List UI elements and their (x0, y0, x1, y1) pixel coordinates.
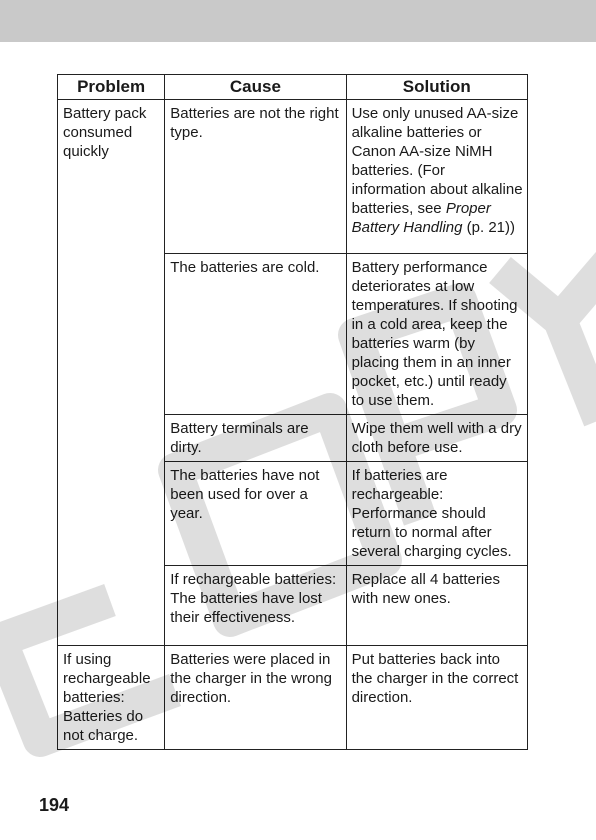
problem-cell: Battery pack consumed quickly (58, 100, 165, 646)
header-solution: Solution (346, 75, 527, 100)
solution-cell (346, 100, 527, 254)
troubleshooting-table (57, 74, 528, 750)
solution-page-ref: (p. 21)) (462, 219, 516, 236)
header-cause: Cause (165, 75, 346, 100)
solution-reference: Proper Battery Handling (351, 200, 491, 236)
cause-cell: The batteries are cold. (165, 254, 346, 415)
problem-cell: If using rechargeable batteries: Batteries do not charge. (58, 646, 165, 750)
cause-cell: If rechargeable batteries: The batteries have lost their effectiveness. (165, 566, 346, 646)
solution-cell: Put batteries back into the charger in the correct direction. (346, 646, 527, 750)
solution-cell: Battery performance deteriorates at low temperatures. If shooting in a cold area, keep the batteries warm (by placing them in an inner pocket, etc.) until ready to use them. (346, 254, 527, 415)
cause-cell: The batteries have not been used for over a year. (165, 462, 346, 566)
table-row (58, 100, 528, 254)
cause-cell: Batteries were placed in the charger in the wrong direction. (165, 646, 346, 750)
table-header-row (58, 75, 528, 100)
page-number: 194 (39, 795, 70, 815)
table-row (58, 646, 528, 750)
solution-cell: Wipe them well with a dry cloth before use. (346, 415, 527, 462)
solution-cell: If batteries are rechargeable: Performance should return to normal after several charging cycles. (346, 462, 527, 566)
cause-cell: Batteries are not the right type. (165, 100, 346, 254)
header-problem: Problem (58, 75, 165, 100)
solution-text: Use only unused AA-size alkaline batteries or Canon AA-size NiMH batteries. (For information about alkaline batteries, see (351, 105, 523, 217)
header-band (0, 0, 596, 42)
cause-cell: Battery terminals are dirty. (165, 415, 346, 462)
solution-cell: Replace all 4 batteries with new ones. (346, 566, 527, 646)
